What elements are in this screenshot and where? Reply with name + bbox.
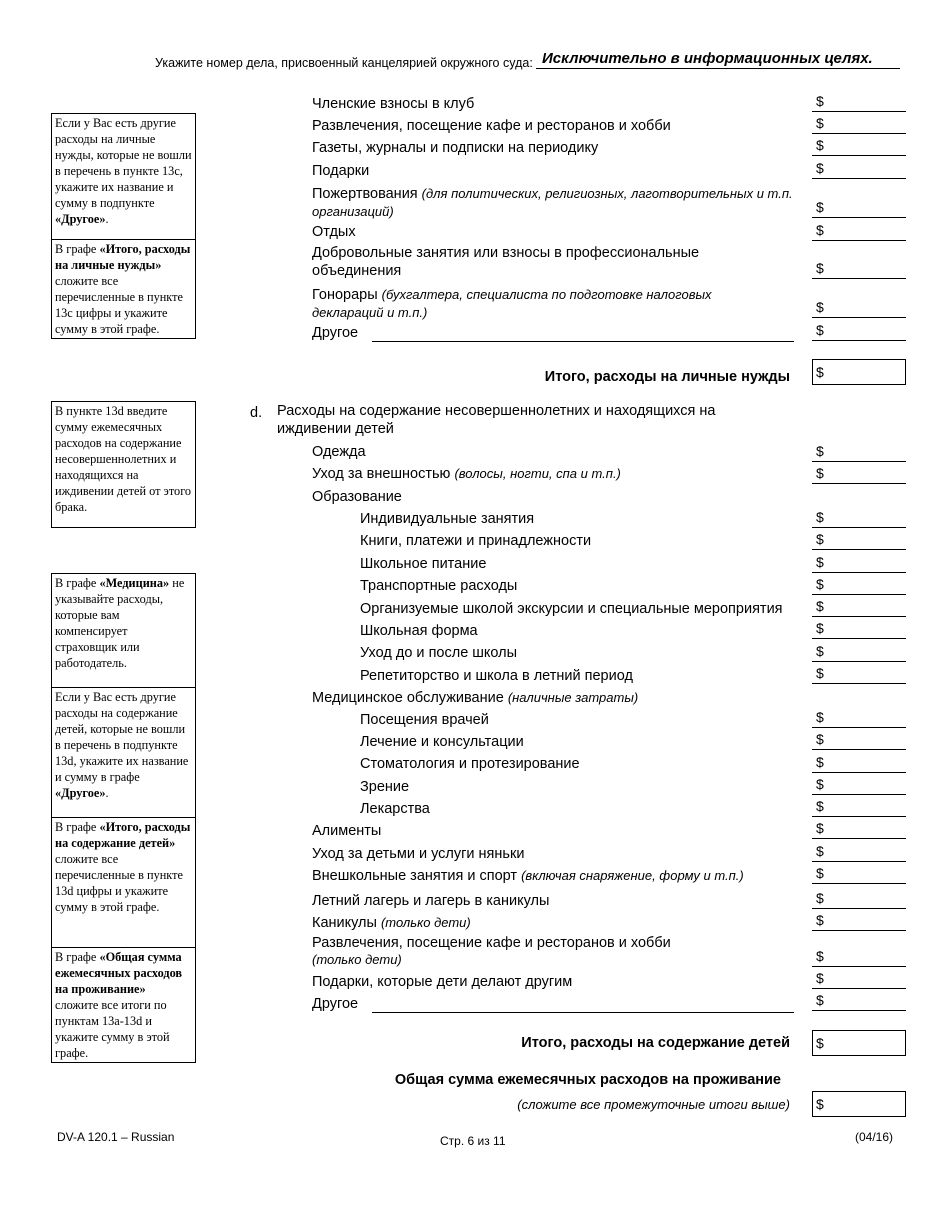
- amount-other-children[interactable]: $: [812, 992, 906, 1011]
- amount-child-gifts[interactable]: $: [812, 970, 906, 989]
- amount-edu-meals[interactable]: $: [812, 554, 906, 573]
- item-edu-aftercare: Уход до и после школы: [360, 645, 518, 661]
- page-number: Стр. 6 из 11: [440, 1134, 506, 1148]
- amount-club-dues[interactable]: $: [812, 93, 906, 112]
- total-personal-field[interactable]: $: [812, 359, 906, 385]
- sidebar-notes-c: [51, 113, 196, 339]
- item-edu-books: Книги, платежи и принадлежности: [360, 533, 592, 549]
- amount-clothing[interactable]: $: [812, 443, 906, 462]
- section-d-letter: d.: [250, 405, 263, 421]
- amount-edu-tutoring[interactable]: $: [812, 665, 906, 684]
- amount-donations[interactable]: $: [812, 199, 906, 218]
- case-number-label: Укажите номер дела, присвоенный канцелярией окружного суда:: [155, 56, 533, 70]
- amount-med-dental[interactable]: $: [812, 754, 906, 773]
- note-total-personal: В графе «Итого, расходы на личные нужды» сложите все перечисленные в пункте 13c цифры и укажите сумму в этой графе.: [52, 239, 195, 338]
- amount-newspapers[interactable]: $: [812, 137, 906, 156]
- note-other-children: Если у Вас есть другие расходы на содержание детей, которые не вошли в перечень в подпункте 13d, укажите их название и сумму в графе «Другое».: [52, 687, 195, 817]
- item-clothing: Одежда: [312, 444, 366, 460]
- amount-volunteer[interactable]: $: [812, 260, 906, 279]
- form-id: DV-A 120.1 – Russian: [57, 1130, 175, 1144]
- sidebar-notes-d: [51, 401, 196, 528]
- amount-appearance[interactable]: $: [812, 465, 906, 484]
- item-med-vision: Зрение: [360, 779, 410, 795]
- amount-edu-books[interactable]: $: [812, 531, 906, 550]
- amount-camp[interactable]: $: [812, 890, 906, 909]
- amount-edu-aftercare[interactable]: $: [812, 643, 906, 662]
- amount-entertainment[interactable]: $: [812, 115, 906, 134]
- amount-vacation[interactable]: $: [812, 912, 906, 931]
- item-edu-uniform: Школьная форма: [360, 623, 478, 639]
- amount-med-drugs[interactable]: $: [812, 798, 906, 817]
- education-heading: Образование: [312, 489, 402, 505]
- note-grand-total: В графе «Общая сумма ежемесячных расходов на проживание» сложите все итоги по пунктам 13a-13d и укажите сумму в этой графе.: [52, 947, 195, 1062]
- section-d-title: Расходы на содержание несовершеннолетних и находящихся на иждивении детей: [277, 403, 716, 437]
- amount-edu-lessons[interactable]: $: [812, 509, 906, 528]
- amount-edu-uniform[interactable]: $: [812, 620, 906, 639]
- amount-med-doctor[interactable]: $: [812, 709, 906, 728]
- item-other-personal: Другое: [312, 325, 359, 341]
- amount-childcare[interactable]: $: [812, 843, 906, 862]
- amount-alimony[interactable]: $: [812, 820, 906, 839]
- note-children-expenses: В пункте 13d введите сумму ежемесячных расходов на содержание несовершеннолетних и находящихся на иждивении детей от этого брака.: [55, 404, 192, 514]
- item-club-dues: Членские взносы в клуб: [312, 96, 475, 112]
- item-extracurricular: Внешкольные занятия и спорт (включая снаряжение, форму и т.п.): [312, 868, 744, 884]
- item-other-children: Другое: [312, 996, 359, 1012]
- item-edu-meals: Школьное питание: [360, 556, 487, 572]
- item-child-entertainment-note: (только дети): [312, 952, 402, 967]
- amount-gifts[interactable]: $: [812, 160, 906, 179]
- amount-extracurricular[interactable]: $: [812, 865, 906, 884]
- item-fees: Гонорары (бухгалтера, специалиста по подготовке налоговых деклараций и т.п.): [312, 287, 712, 320]
- item-child-gifts: Подарки, которые дети делают другим: [312, 974, 573, 990]
- item-edu-transport: Транспортные расходы: [360, 578, 518, 594]
- item-appearance: Уход за внешностью (волосы, ногти, спа и т.п.): [312, 466, 621, 482]
- total-children-label: Итого, расходы на содержание детей: [521, 1035, 790, 1051]
- item-entertainment: Развлечения, посещение кафе и ресторанов и хобби: [312, 118, 671, 134]
- amount-med-treatment[interactable]: $: [812, 731, 906, 750]
- amount-other-personal[interactable]: $: [812, 322, 906, 341]
- amount-child-entertainment[interactable]: $: [812, 948, 906, 967]
- note-other-personal: Если у Вас есть другие расходы на личные нужды, которые не вошли в перечень в пункте 13c, укажите их название и сумму в подпункте «Другое».: [55, 116, 192, 226]
- amount-rest[interactable]: $: [812, 222, 906, 241]
- amount-edu-trips[interactable]: $: [812, 598, 906, 617]
- item-med-dental: Стоматология и протезирование: [360, 756, 580, 772]
- item-med-drugs: Лекарства: [360, 801, 430, 817]
- grand-total-label: Общая сумма ежемесячных расходов на проживание: [394, 1072, 781, 1088]
- item-childcare: Уход за детьми и услуги няньки: [312, 846, 525, 862]
- item-edu-trips: Организуемые школой экскурсии и специальные мероприятия: [360, 601, 783, 617]
- total-personal-label: Итого, расходы на личные нужды: [544, 369, 790, 385]
- form-revision: (04/16): [855, 1130, 894, 1144]
- amount-edu-transport[interactable]: $: [812, 576, 906, 595]
- item-edu-tutoring: Репетиторство и школа в летний период: [360, 668, 633, 684]
- item-edu-lessons: Индивидуальные занятия: [360, 511, 535, 527]
- item-volunteer: Добровольные занятия или взносы в профессиональные объединения: [312, 245, 700, 279]
- item-child-entertainment: Развлечения, посещение кафе и ресторанов и хобби: [312, 935, 671, 951]
- other-children-name-field[interactable]: [372, 1012, 794, 1013]
- grand-total-field[interactable]: $: [812, 1091, 906, 1117]
- amount-med-vision[interactable]: $: [812, 776, 906, 795]
- item-donations: Пожертвования (для политических, религиозных, лаготворительных и т.п. организаций): [312, 186, 793, 219]
- item-rest: Отдых: [312, 224, 356, 240]
- note-medicine: В графе «Медицина» не указывайте расходы, которые вам компенсирует страховщик или работодатель.: [55, 576, 185, 670]
- item-camp: Летний лагерь и лагерь в каникулы: [312, 893, 550, 909]
- note-total-children: В графе «Итого, расходы на содержание детей» сложите все перечисленные в пункте 13d цифры и укажите сумму в этой графе.: [52, 817, 195, 947]
- total-children-field[interactable]: $: [812, 1030, 906, 1056]
- grand-total-note: (сложите все промежуточные итоги выше): [517, 1097, 790, 1112]
- medical-heading: Медицинское обслуживание (наличные затраты): [312, 690, 639, 706]
- item-vacation: Каникулы (только дети): [312, 915, 471, 931]
- amount-fees[interactable]: $: [812, 299, 906, 318]
- sidebar-notes-children: [51, 573, 196, 1063]
- item-newspapers: Газеты, журналы и подписки на периодику: [312, 140, 599, 156]
- other-personal-name-field[interactable]: [372, 341, 794, 342]
- item-med-doctor: Посещения врачей: [360, 712, 489, 728]
- case-number-field[interactable]: Исключительно в информационных целях.: [536, 50, 900, 69]
- item-med-treatment: Лечение и консультации: [360, 734, 524, 750]
- item-alimony: Алименты: [312, 823, 382, 839]
- item-gifts: Подарки: [312, 163, 370, 179]
